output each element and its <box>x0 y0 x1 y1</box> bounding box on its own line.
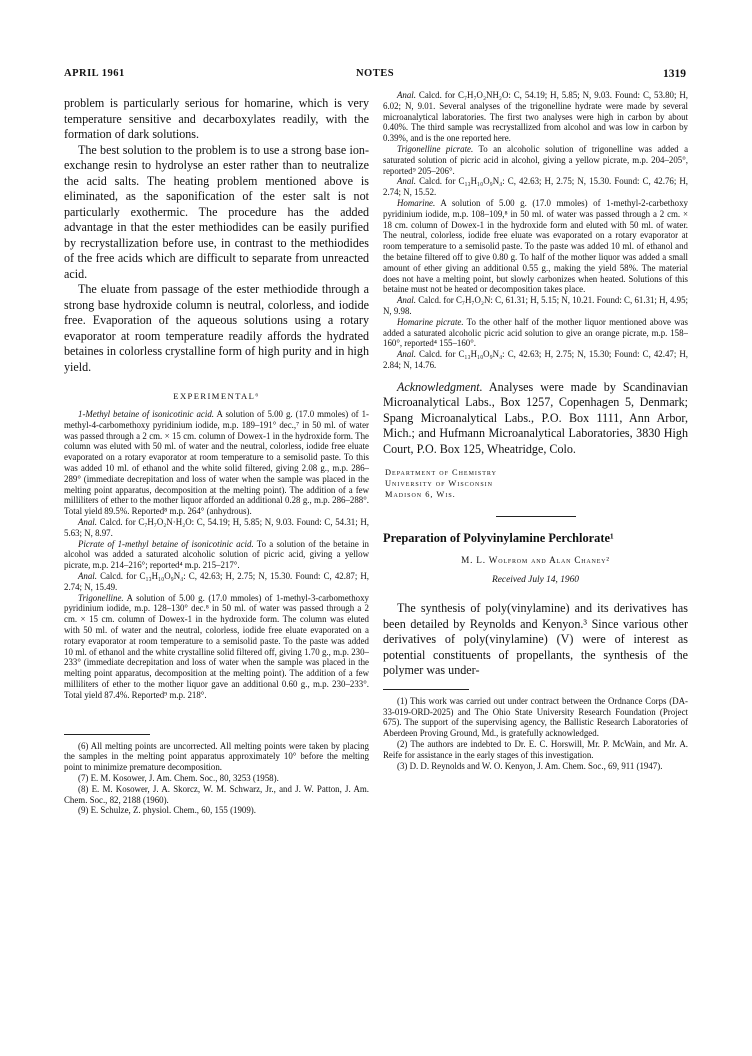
analysis-label: Anal. <box>397 295 416 306</box>
procedure-text: To a solution of the betaine in alcohol was added a saturated alcoholic solution of picric acid, giving a yellow picrate, m.p. 214–216°; reported⁴ m.p. 215–217°. <box>64 538 369 571</box>
analysis-label: Anal. <box>397 349 416 360</box>
analysis-text: Calcd. for C₇H₇O₂N·H₂O: C, 54.19; H, 5.85; N, 9.03. Found: C, 54.31; H, 5.63; N, 8.97. <box>64 516 369 538</box>
procedure-title: 1-Methyl betaine of isonicotinic acid. <box>78 409 214 419</box>
acknowledgment <box>383 380 688 458</box>
analysis-label: Anal. <box>397 176 416 187</box>
procedure-text: A solution of 5.00 g. (17.0 mmoles) of 1-methyl-4-carbomethoxy pyridinium iodide, m.p. 189–191° dec.,⁷ in 50 ml. of water was passed through a 2 cm. × 15 cm. column of Dowex-1 in the hydroxide form. The column was eluted with 50 ml. of water and the neutral, colorless, iodide free eluate evaporated on a rotary evaporator at room temperature to a semisolid paste. To this was added 10 ml. of ethanol and the white solid filtered, giving 2.08 g., m.p. 286–289° (immediate decrepitation and loss of water when the sample was placed in the melting point apparatus, decomposition at the melting point). The addition of a few milliliters of ether to the mother liquor afforded an additional 0.28 g., m.p. 286–288°. Total yield 89.5%. Reported⁸ m.p. 264° (anhydrous). <box>64 409 369 517</box>
analysis-trigonelline-picrate <box>383 176 688 198</box>
analysis-picrate <box>64 571 369 593</box>
procedure-homarine <box>383 198 688 295</box>
footnote-9: (9) E. Schulze, Z. physiol. Chem., 60, 155 (1909). <box>78 805 256 816</box>
analysis-text: Calcd. for C₇H₇O₂N: C, 61.31; H, 5.15; N, 10.21. Found: C, 61.31; H, 4.95; N, 9.98. <box>383 295 688 316</box>
acknowledgment-text: Analyses were made by Scandinavian Microanalytical Labs., Box 1257, Copenhagen 5, Denmark; Spang Microanalytical Labs., P.O. Box 1111, Ann Arbor, Mich.; and Hufmann Microanalytical Laboratories, 3830 High Court, P.O. Box 125, Wheatridge, Colo. <box>383 379 688 456</box>
acknowledgment-label: Acknowledgment. <box>397 379 483 394</box>
analysis-label: Anal. <box>78 516 97 527</box>
analysis-label: Anal. <box>397 90 416 100</box>
footnote-1: (1) This work was carried out under contract between the Ordnance Corps (DA-33-019-ORD-2025) and The Ohio State University Research Foundation (Project 675). The support of the supervising agency, the Ballistic Research Laboratories of Aberdeen Proving Ground, Md., is gratefully acknowledged. <box>383 695 688 739</box>
article-title: Preparation of Polyvinylamine Perchlorate¹ <box>383 531 614 546</box>
procedure-title: Homarine picrate. <box>397 316 464 327</box>
procedure-title: Trigonelline. <box>78 592 124 603</box>
procedure-title: Picrate of 1-methyl betaine of isonicotinic acid. <box>78 538 254 549</box>
analysis-trigonelline <box>383 90 688 144</box>
affiliation-university: University of Wisconsin <box>385 479 493 489</box>
article-divider <box>496 516 576 517</box>
analysis-label: Anal. <box>78 570 97 581</box>
analysis-text: Calcd. for C₇H₇O₂NH₂O: C, 54.19; H, 5.85; N, 9.03. Found: C, 53.80; H, 6.02; N, 9.01. Several analyses of the trigonelline hydrate were made by several microanalytical laboratories. The first two analyses were high in carbon by about 0.40%. The third sample was recrystallized from alcohol and was low in carbon by 0.39%, and is the one reported here. <box>383 90 688 144</box>
left-column <box>64 96 369 816</box>
procedure-text: A solution of 5.00 g. (17.0 mmoles) of 1-methyl-3-carbomethoxy pyridinium iodide, m.p. 128–130° dec.⁸ in 50 ml. of water was passed through a 2 cm. × 15 cm. column of Dowex-1 in the hydroxide form. The column was eluted with 50 ml. of water and the neutral, colorless, iodide free eluate evaporated on a rotary evaporator at room temperature to a semisolid paste. To the paste was added 10 ml. of ethanol and the white crystalline solid filtered off, giving 1.70 g., m.p. 230–233° (immediate decrepitation and loss of water when the sample was placed in the melting point apparatus, decomposition at the melting point). The addition of a few milliliters of ether to the mother liquor gave an additional 0.60 g., m.p. 230–233°. Total yield 87.4%. Reported⁹ m.p. 218°. <box>64 592 369 700</box>
affiliation <box>385 467 688 500</box>
analysis-text: Calcd. for C₁₃H₁₀O₉N₄: C, 42.63; H, 2.75; N, 15.30. Found: C, 42.76; H, 2.74; N, 15.52. <box>383 176 688 198</box>
procedure-title: Homarine. <box>397 197 436 208</box>
article-body: The synthesis of poly(vinylamine) and its derivatives has been detailed by Reynolds and Kenyon.³ Since various other derivatives of poly(vinylamine) (V) were of interest as potential constituents of propellants, the synthesis of the polymer was under- <box>383 601 688 678</box>
procedure-trigonelline-picrate <box>383 144 688 176</box>
procedure-homarine-picrate <box>383 317 688 349</box>
header-section: NOTES <box>355 68 395 79</box>
affiliation-city: Madison 6, Wis. <box>385 490 456 500</box>
article-authors: M. L. Wolfrom and Alan Chaney² <box>461 555 610 566</box>
intro-paragraph-3: The eluate from passage of the ester methiodide through a strong base hydroxide column is neutral, colorless, and iodide free. Evaporation of the aqueous solutions using a rotary evaporator at room temperature readily affords the hydrated betaines in colorless crystalline form of high purity and in high yield. <box>64 282 369 374</box>
intro-paragraph-2: The best solution to the problem is to use a strong base ion-exchange resin to hydrolyse an ester rather than to neutralize the acid salts. The heating problem mentioned above is eliminated, as the saponification of the ester salt is not particularly exothermic. The procedure has the added advantage in that the ester methiodides can be easily purified by recrystallization before use, in contrast to the methiodides of the free acids which are difficult to separate from unreacted acid. <box>64 142 369 281</box>
analysis-text: Calcd. for C₁₃H₁₀O₉N₄: C, 42.63; H, 2.75; N, 15.30. Found: C, 42.87; H, 2.74; N, 15.49. <box>64 570 369 592</box>
footnote-3: (3) D. D. Reynolds and W. O. Kenyon, J. Am. Chem. Soc., 69, 911 (1947). <box>397 760 663 771</box>
intro-paragraph-1: problem is particularly serious for homarine, which is very temperature sensitive and decarboxylates readily, with the formation of dark solutions. <box>64 96 369 141</box>
footnote-8: (8) E. M. Kosower, J. A. Skorcz, W. M. Schwarz, Jr., and J. W. Patton, J. Am. Chem. Soc., 82, 2188 (1960). <box>64 783 369 805</box>
received-date: Received July 14, 1960 <box>492 575 579 586</box>
right-column <box>383 90 688 771</box>
footnote-separator <box>64 734 150 735</box>
running-header <box>64 68 686 84</box>
procedure-trigonelline <box>64 593 369 701</box>
experimental-heading: EXPERIMENTAL⁶ <box>173 391 260 401</box>
procedure-text: A solution of 5.00 g. (17.0 mmoles) of 1-methyl-2-carbethoxy pyridinium iodide, m.p. 108–109,⁸ in 50 ml. of water was passed through a 2 cm. × 18 cm. column of Dowex-1 in the hydroxide form and eluted with 50 ml. of water. The neutral, colorless, iodide free eluate was evaporated on a rotary evaporator at room temperature to a semisolid paste. To the paste was added 10 ml. of ethanol and the betaine filtered off to give 0.80 g. To half of the mother liquor was added a small amount of ether giving an additional 0.55 g., making the yield 58%. The material does not have a melting point, but slowly carbonizes when heated. Solutions of this betaine must not be heated or decomposition takes place. <box>383 197 688 295</box>
page-number: 1319 <box>663 68 686 80</box>
footnote-6: (6) All melting points are uncorrected. All melting points were taken by placing the samples in the melting point apparatus approximately 10° before the melting point to minimize premature decomposition. <box>64 740 369 773</box>
procedure-text: To the other half of the mother liquor mentioned above was added a saturated alcoholic picric acid solution to give an orange picrate, m.p. 158–160°, reported⁴ 155–160°. <box>383 316 688 349</box>
analysis-methyl-betaine <box>64 517 369 539</box>
footnote-7: (7) E. M. Kosower, J. Am. Chem. Soc., 80, 3253 (1958). <box>78 772 279 783</box>
analysis-text: Calcd. for C₁₃H₁₀O₉N₄: C, 42.63; H, 2.75; N, 15.30; Found: C, 42.47; H, 2.84; N, 14.76. <box>383 349 688 370</box>
procedure-title: Trigonelline picrate. <box>397 143 474 154</box>
footnote-2: (2) The authors are indebted to Dr. E. C. Horswill, Mr. P. McWain, and Mr. A. Reife for assistance in the early stages of this investigation. <box>383 738 688 760</box>
affiliation-department: Department of Chemistry <box>385 468 497 478</box>
analysis-homarine-picrate <box>383 349 688 371</box>
procedure-picrate <box>64 539 369 571</box>
header-date: APRIL 1961 <box>64 68 125 79</box>
procedure-text: To an alcoholic solution of trigonelline was added a saturated solution of picric acid in alcohol, giving a yellow picrate, m.p. 204–205°, reported⁹ 205–206°. <box>383 143 689 176</box>
footnote-separator <box>383 689 469 690</box>
analysis-homarine <box>383 295 688 317</box>
procedure-methyl-betaine <box>64 409 369 517</box>
